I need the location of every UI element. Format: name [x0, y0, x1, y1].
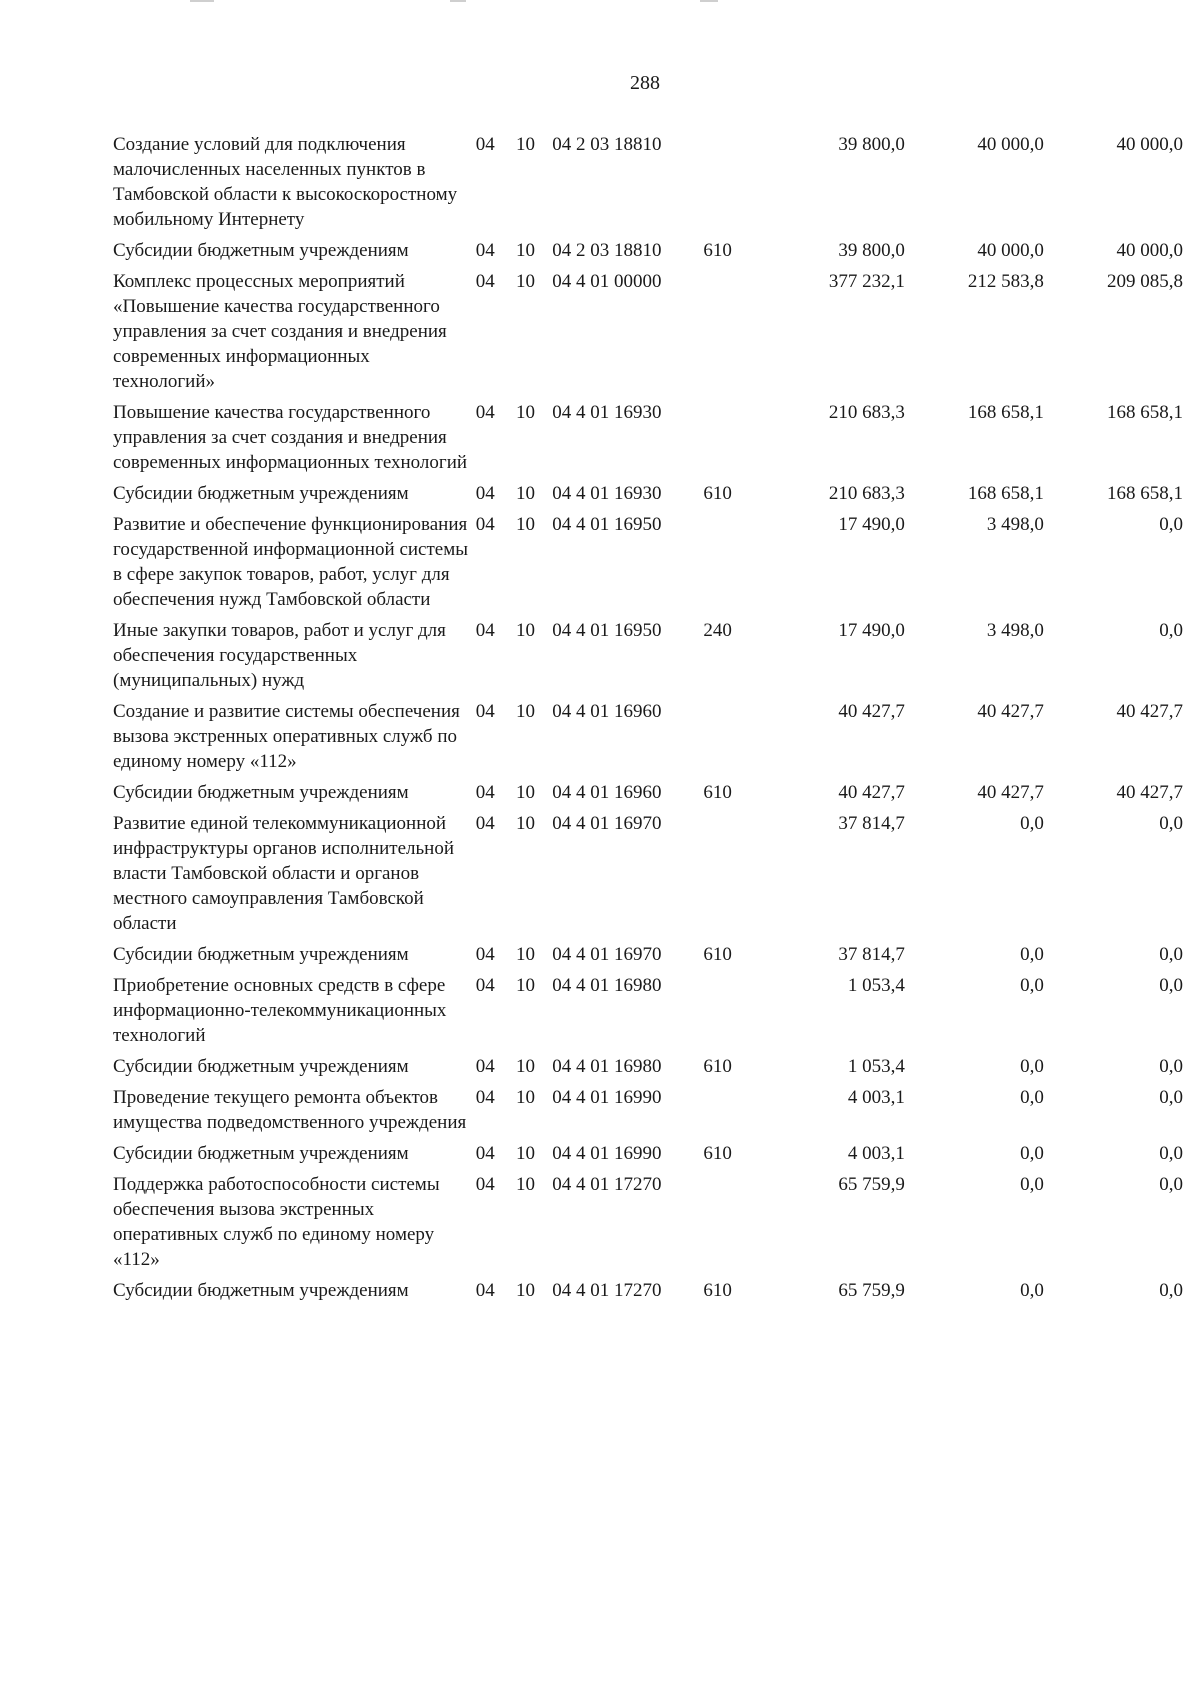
- row-name: Приобретение основных средств в сфере информационно-телекоммуникационных технологий: [113, 975, 447, 1046]
- table-row: [113, 132, 1183, 238]
- row-amount-year1: 65 759,9: [838, 1174, 905, 1195]
- row-amount-year1: 17 490,0: [838, 514, 905, 535]
- row-subsection-code: 10: [516, 1087, 535, 1108]
- row-subsection-code: 10: [516, 813, 535, 834]
- row-section-code: 04: [475, 402, 495, 423]
- row-expense-type: [703, 400, 763, 481]
- row-expense-type: 240: [703, 620, 732, 641]
- row-section-code: 04: [475, 483, 495, 504]
- row-expense-type: [703, 973, 763, 1054]
- row-name: Создание и развитие системы обеспечения вызова экстренных оперативных служб по единому номеру «112»: [113, 701, 460, 772]
- row-amount-year2: 0,0: [1020, 1056, 1044, 1077]
- row-target-article: 04 4 01 16990: [552, 1087, 662, 1108]
- row-name: Поддержка работоспособности системы обеспечения вызова экстренных оперативных служб по единому номеру «112»: [113, 1174, 440, 1270]
- row-amount-year3: 0,0: [1159, 1087, 1183, 1108]
- row-amount-year1: 39 800,0: [838, 240, 905, 261]
- row-amount-year3: 209 085,8: [1107, 271, 1183, 292]
- row-amount-year2: 0,0: [1020, 1087, 1044, 1108]
- row-name: Субсидии бюджетным учреждениям: [113, 944, 409, 965]
- row-subsection-code: 10: [516, 240, 535, 261]
- page-number: 288: [630, 72, 660, 94]
- row-name: Субсидии бюджетным учреждениям: [113, 240, 409, 261]
- table-row: [113, 1141, 1183, 1172]
- row-amount-year1: 377 232,1: [828, 271, 905, 292]
- row-amount-year2: 40 427,7: [977, 701, 1044, 722]
- row-name: Иные закупки товаров, работ и услуг для обеспечения государственных (муниципальных) нужд: [113, 620, 446, 691]
- row-amount-year1: 1 053,4: [847, 975, 905, 996]
- table-row: [113, 238, 1183, 269]
- row-section-code: 04: [475, 975, 495, 996]
- row-subsection-code: 10: [516, 975, 535, 996]
- row-subsection-code: 10: [516, 514, 535, 535]
- row-amount-year3: 0,0: [1159, 1174, 1183, 1195]
- row-amount-year3: 168 658,1: [1107, 402, 1183, 423]
- row-subsection-code: 10: [516, 944, 535, 965]
- scan-artifact: [700, 0, 718, 2]
- row-amount-year2: 0,0: [1020, 1143, 1044, 1164]
- row-amount-year2: 0,0: [1020, 975, 1044, 996]
- row-section-code: 04: [475, 1056, 495, 1077]
- row-subsection-code: 10: [516, 1143, 535, 1164]
- table-row: [113, 973, 1183, 1054]
- row-name: Субсидии бюджетным учреждениям: [113, 483, 409, 504]
- table-row: [113, 811, 1183, 942]
- row-amount-year1: 40 427,7: [838, 782, 905, 803]
- row-amount-year1: 4 003,1: [847, 1143, 905, 1164]
- row-section-code: 04: [475, 1174, 495, 1195]
- row-target-article: 04 4 01 16930: [552, 483, 662, 504]
- row-name: Субсидии бюджетным учреждениям: [113, 1056, 409, 1077]
- row-name: Субсидии бюджетным учреждениям: [113, 1143, 409, 1164]
- row-target-article: 04 4 01 16980: [552, 1056, 662, 1077]
- row-amount-year3: 168 658,1: [1107, 483, 1183, 504]
- row-subsection-code: 10: [516, 1280, 535, 1301]
- row-amount-year1: 1 053,4: [847, 1056, 905, 1077]
- row-expense-type: 610: [703, 483, 732, 504]
- row-section-code: 04: [475, 944, 495, 965]
- row-subsection-code: 10: [516, 620, 535, 641]
- table-body: [113, 132, 1183, 1309]
- scan-artifact: [190, 0, 214, 2]
- row-amount-year3: 40 000,0: [1116, 240, 1183, 261]
- row-amount-year3: 40 427,7: [1116, 701, 1183, 722]
- row-amount-year2: 3 498,0: [986, 514, 1044, 535]
- row-subsection-code: 10: [516, 134, 535, 155]
- row-expense-type: [703, 699, 763, 780]
- table-row: [113, 699, 1183, 780]
- table-row: [113, 512, 1183, 618]
- row-amount-year3: 0,0: [1159, 813, 1183, 834]
- row-amount-year2: 40 427,7: [977, 782, 1044, 803]
- row-amount-year1: 37 814,7: [838, 944, 905, 965]
- row-amount-year3: 0,0: [1159, 620, 1183, 641]
- row-section-code: 04: [475, 271, 495, 292]
- row-section-code: 04: [475, 514, 495, 535]
- table-row: [113, 1278, 1183, 1309]
- row-target-article: 04 4 01 16960: [552, 701, 662, 722]
- table-row: [113, 618, 1183, 699]
- row-section-code: 04: [475, 240, 495, 261]
- row-expense-type: [703, 1172, 763, 1278]
- row-name: Развитие и обеспечение функционирования государственной информационной системы в сфере закупок товаров, работ, услуг для обеспечения нужд Тамбовской области: [113, 514, 468, 610]
- row-target-article: 04 4 01 00000: [552, 271, 662, 292]
- row-name: Субсидии бюджетным учреждениям: [113, 782, 409, 803]
- row-name: Создание условий для подключения малочисленных населенных пунктов в Тамбовской области к высокоскоростному мобильному Интернету: [113, 134, 458, 230]
- row-amount-year2: 0,0: [1020, 944, 1044, 965]
- row-amount-year2: 0,0: [1020, 1174, 1044, 1195]
- row-section-code: 04: [475, 1087, 495, 1108]
- row-amount-year2: 212 583,8: [967, 271, 1044, 292]
- row-expense-type: [703, 1085, 763, 1141]
- row-amount-year2: 0,0: [1020, 1280, 1044, 1301]
- row-name: Повышение качества государственного управления за счет создания и внедрения современных информационных технологий: [113, 402, 468, 473]
- table-row: [113, 1085, 1183, 1141]
- row-amount-year1: 17 490,0: [838, 620, 905, 641]
- row-section-code: 04: [475, 1143, 495, 1164]
- row-section-code: 04: [475, 134, 495, 155]
- row-name: Субсидии бюджетным учреждениям: [113, 1280, 409, 1301]
- row-expense-type: [703, 512, 763, 618]
- row-target-article: 04 2 03 18810: [552, 134, 662, 155]
- row-subsection-code: 10: [516, 402, 535, 423]
- row-amount-year2: 168 658,1: [967, 483, 1044, 504]
- row-section-code: 04: [475, 1280, 495, 1301]
- row-amount-year3: 0,0: [1159, 514, 1183, 535]
- row-amount-year1: 210 683,3: [828, 483, 905, 504]
- row-expense-type: [703, 132, 763, 238]
- row-expense-type: [703, 811, 763, 942]
- row-section-code: 04: [475, 782, 495, 803]
- row-section-code: 04: [475, 620, 495, 641]
- row-amount-year2: 3 498,0: [986, 620, 1044, 641]
- row-amount-year1: 65 759,9: [838, 1280, 905, 1301]
- table-row: [113, 481, 1183, 512]
- row-expense-type: 610: [703, 240, 732, 261]
- row-expense-type: 610: [703, 1280, 732, 1301]
- budget-table: [113, 132, 1183, 1309]
- row-expense-type: [703, 269, 763, 400]
- row-amount-year3: 0,0: [1159, 975, 1183, 996]
- row-name: Развитие единой телекоммуникационной инфраструктуры органов исполнительной власти Тамбовской области и органов местного самоуправления Тамбовской области: [113, 813, 455, 934]
- row-target-article: 04 2 03 18810: [552, 240, 662, 261]
- row-subsection-code: 10: [516, 483, 535, 504]
- row-section-code: 04: [475, 701, 495, 722]
- row-amount-year3: 40 000,0: [1116, 134, 1183, 155]
- row-expense-type: 610: [703, 1143, 732, 1164]
- row-amount-year2: 40 000,0: [977, 134, 1044, 155]
- row-target-article: 04 4 01 16990: [552, 1143, 662, 1164]
- row-target-article: 04 4 01 16930: [552, 402, 662, 423]
- row-name: Проведение текущего ремонта объектов имущества подведомственного учреждения: [113, 1087, 467, 1133]
- row-target-article: 04 4 01 17270: [552, 1174, 662, 1195]
- row-expense-type: 610: [703, 782, 732, 803]
- row-amount-year3: 0,0: [1159, 944, 1183, 965]
- row-amount-year3: 0,0: [1159, 1056, 1183, 1077]
- table-row: [113, 1172, 1183, 1278]
- row-amount-year2: 0,0: [1020, 813, 1044, 834]
- row-amount-year2: 168 658,1: [967, 402, 1044, 423]
- table-row: [113, 400, 1183, 481]
- row-name: Комплекс процессных мероприятий «Повышение качества государственного управления за счет создания и внедрения современных информационных технологий»: [113, 271, 447, 392]
- row-subsection-code: 10: [516, 701, 535, 722]
- row-amount-year1: 39 800,0: [838, 134, 905, 155]
- row-target-article: 04 4 01 16960: [552, 782, 662, 803]
- row-target-article: 04 4 01 16980: [552, 975, 662, 996]
- row-expense-type: 610: [703, 944, 732, 965]
- row-expense-type: 610: [703, 1056, 732, 1077]
- row-subsection-code: 10: [516, 271, 535, 292]
- row-subsection-code: 10: [516, 782, 535, 803]
- table-row: [113, 1054, 1183, 1085]
- row-subsection-code: 10: [516, 1056, 535, 1077]
- row-target-article: 04 4 01 16970: [552, 813, 662, 834]
- row-amount-year3: 0,0: [1159, 1280, 1183, 1301]
- row-amount-year3: 0,0: [1159, 1143, 1183, 1164]
- row-target-article: 04 4 01 16970: [552, 944, 662, 965]
- row-amount-year2: 40 000,0: [977, 240, 1044, 261]
- row-amount-year1: 37 814,7: [838, 813, 905, 834]
- row-target-article: 04 4 01 16950: [552, 620, 662, 641]
- row-target-article: 04 4 01 17270: [552, 1280, 662, 1301]
- table-row: [113, 942, 1183, 973]
- row-amount-year1: 4 003,1: [847, 1087, 905, 1108]
- row-section-code: 04: [475, 813, 495, 834]
- row-amount-year1: 40 427,7: [838, 701, 905, 722]
- table-row: [113, 269, 1183, 400]
- table-row: [113, 780, 1183, 811]
- scan-artifact: [450, 0, 466, 2]
- row-subsection-code: 10: [516, 1174, 535, 1195]
- row-amount-year3: 40 427,7: [1116, 782, 1183, 803]
- row-amount-year1: 210 683,3: [828, 402, 905, 423]
- row-target-article: 04 4 01 16950: [552, 514, 662, 535]
